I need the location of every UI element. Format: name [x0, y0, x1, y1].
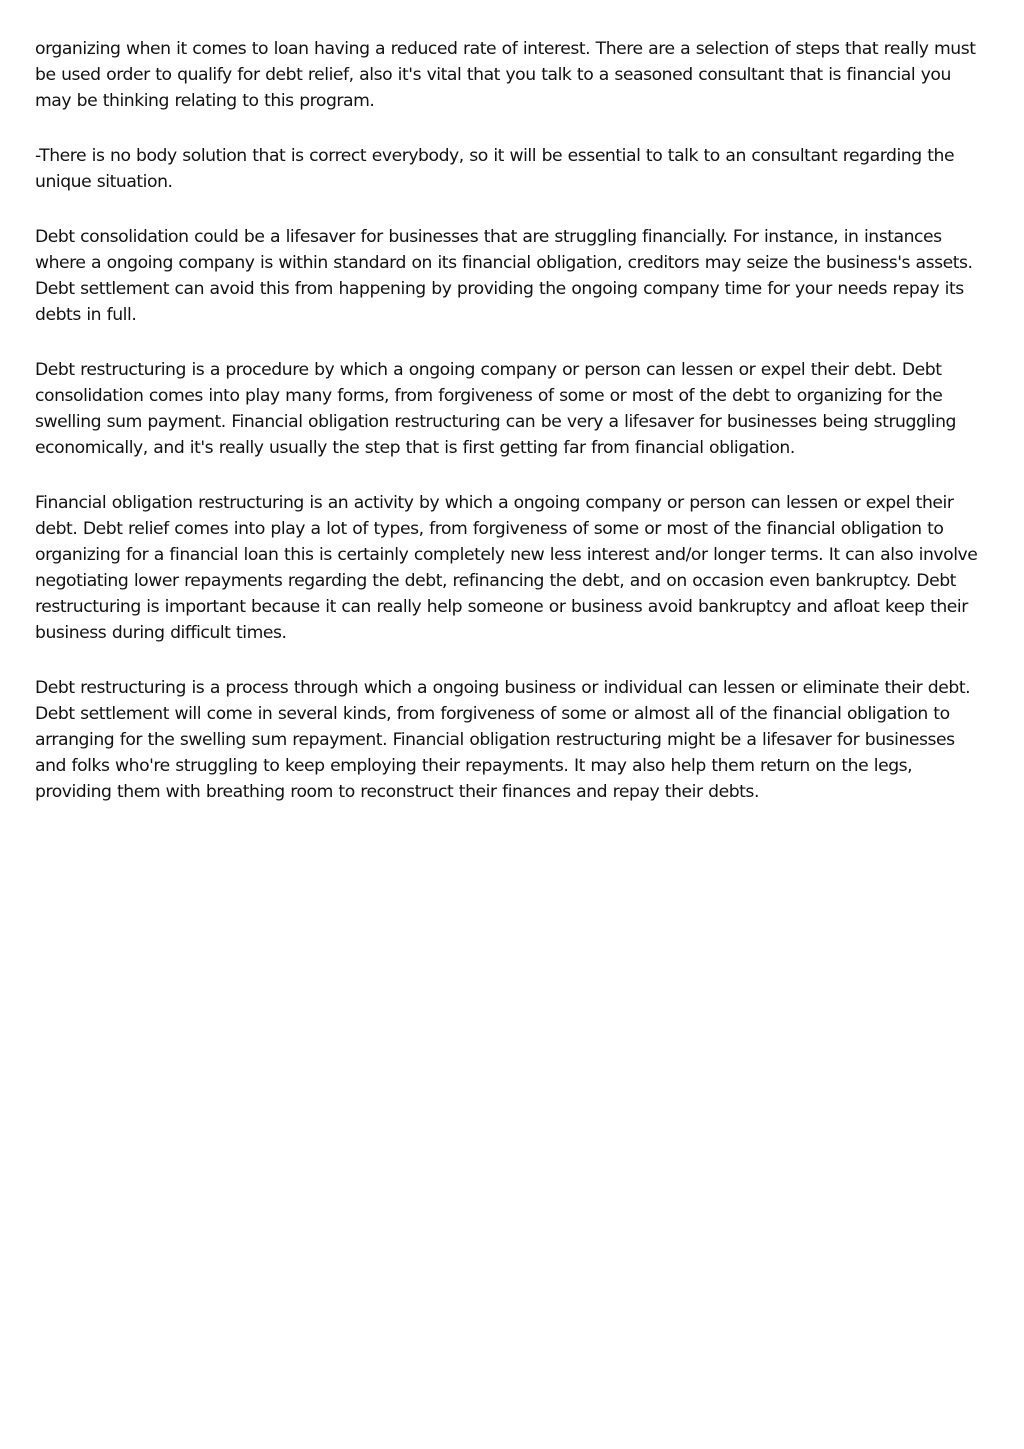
- document-body: [35, 36, 990, 834]
- paragraph: -There is no body solution that is correct everybody, so it will be essential to talk to an consultant regarding the unique situation.: [35, 146, 955, 192]
- paragraph: Debt consolidation could be a lifesaver for businesses that are struggling financially. For instance, in instances where a ongoing company is within standard on its financial obligation, creditors may seize the business's assets. Debt settlement can avoid this from happening by providing the ongoing company time for your needs repay its debts in full.: [35, 227, 973, 325]
- paragraph: Debt restructuring is a procedure by which a ongoing company or person can lessen or expel their debt. Debt consolidation comes into play many forms, from forgiveness of some or most of the debt to organizing for the swelling sum payment. Financial obligation restructuring can be very a lifesaver for businesses being struggling economically, and it's really usually the step that is first getting far from financial obligation.: [35, 360, 956, 458]
- paragraph: Debt restructuring is a process through which a ongoing business or individual can lessen or eliminate their debt. Debt settlement will come in several kinds, from forgiveness of some or almost all of the financial obligation to arranging for the swelling sum repayment. Financial obligation restructuring might be a lifesaver for businesses and folks who're struggling to keep employing their repayments. It may also help them return on the legs, providing them with breathing room to reconstruct their finances and repay their debts.: [35, 678, 971, 802]
- paragraph: organizing when it comes to loan having a reduced rate of interest. There are a selection of steps that really must be used order to qualify for debt relief, also it's vital that you talk to a seasoned consultant that is financial you may be thinking relating to this program.: [35, 39, 976, 111]
- paragraph: Financial obligation restructuring is an activity by which a ongoing company or person can lessen or expel their debt. Debt relief comes into play a lot of types, from forgiveness of some or most of the financial obligation to organizing for a financial loan this is certainly completely new less interest and/or longer terms. It can also involve negotiating lower repayments regarding the debt, refinancing the debt, and on occasion even bankruptcy. Debt restructuring is important because it can really help someone or business avoid bankruptcy and afloat keep their business during difficult times.: [35, 493, 978, 643]
